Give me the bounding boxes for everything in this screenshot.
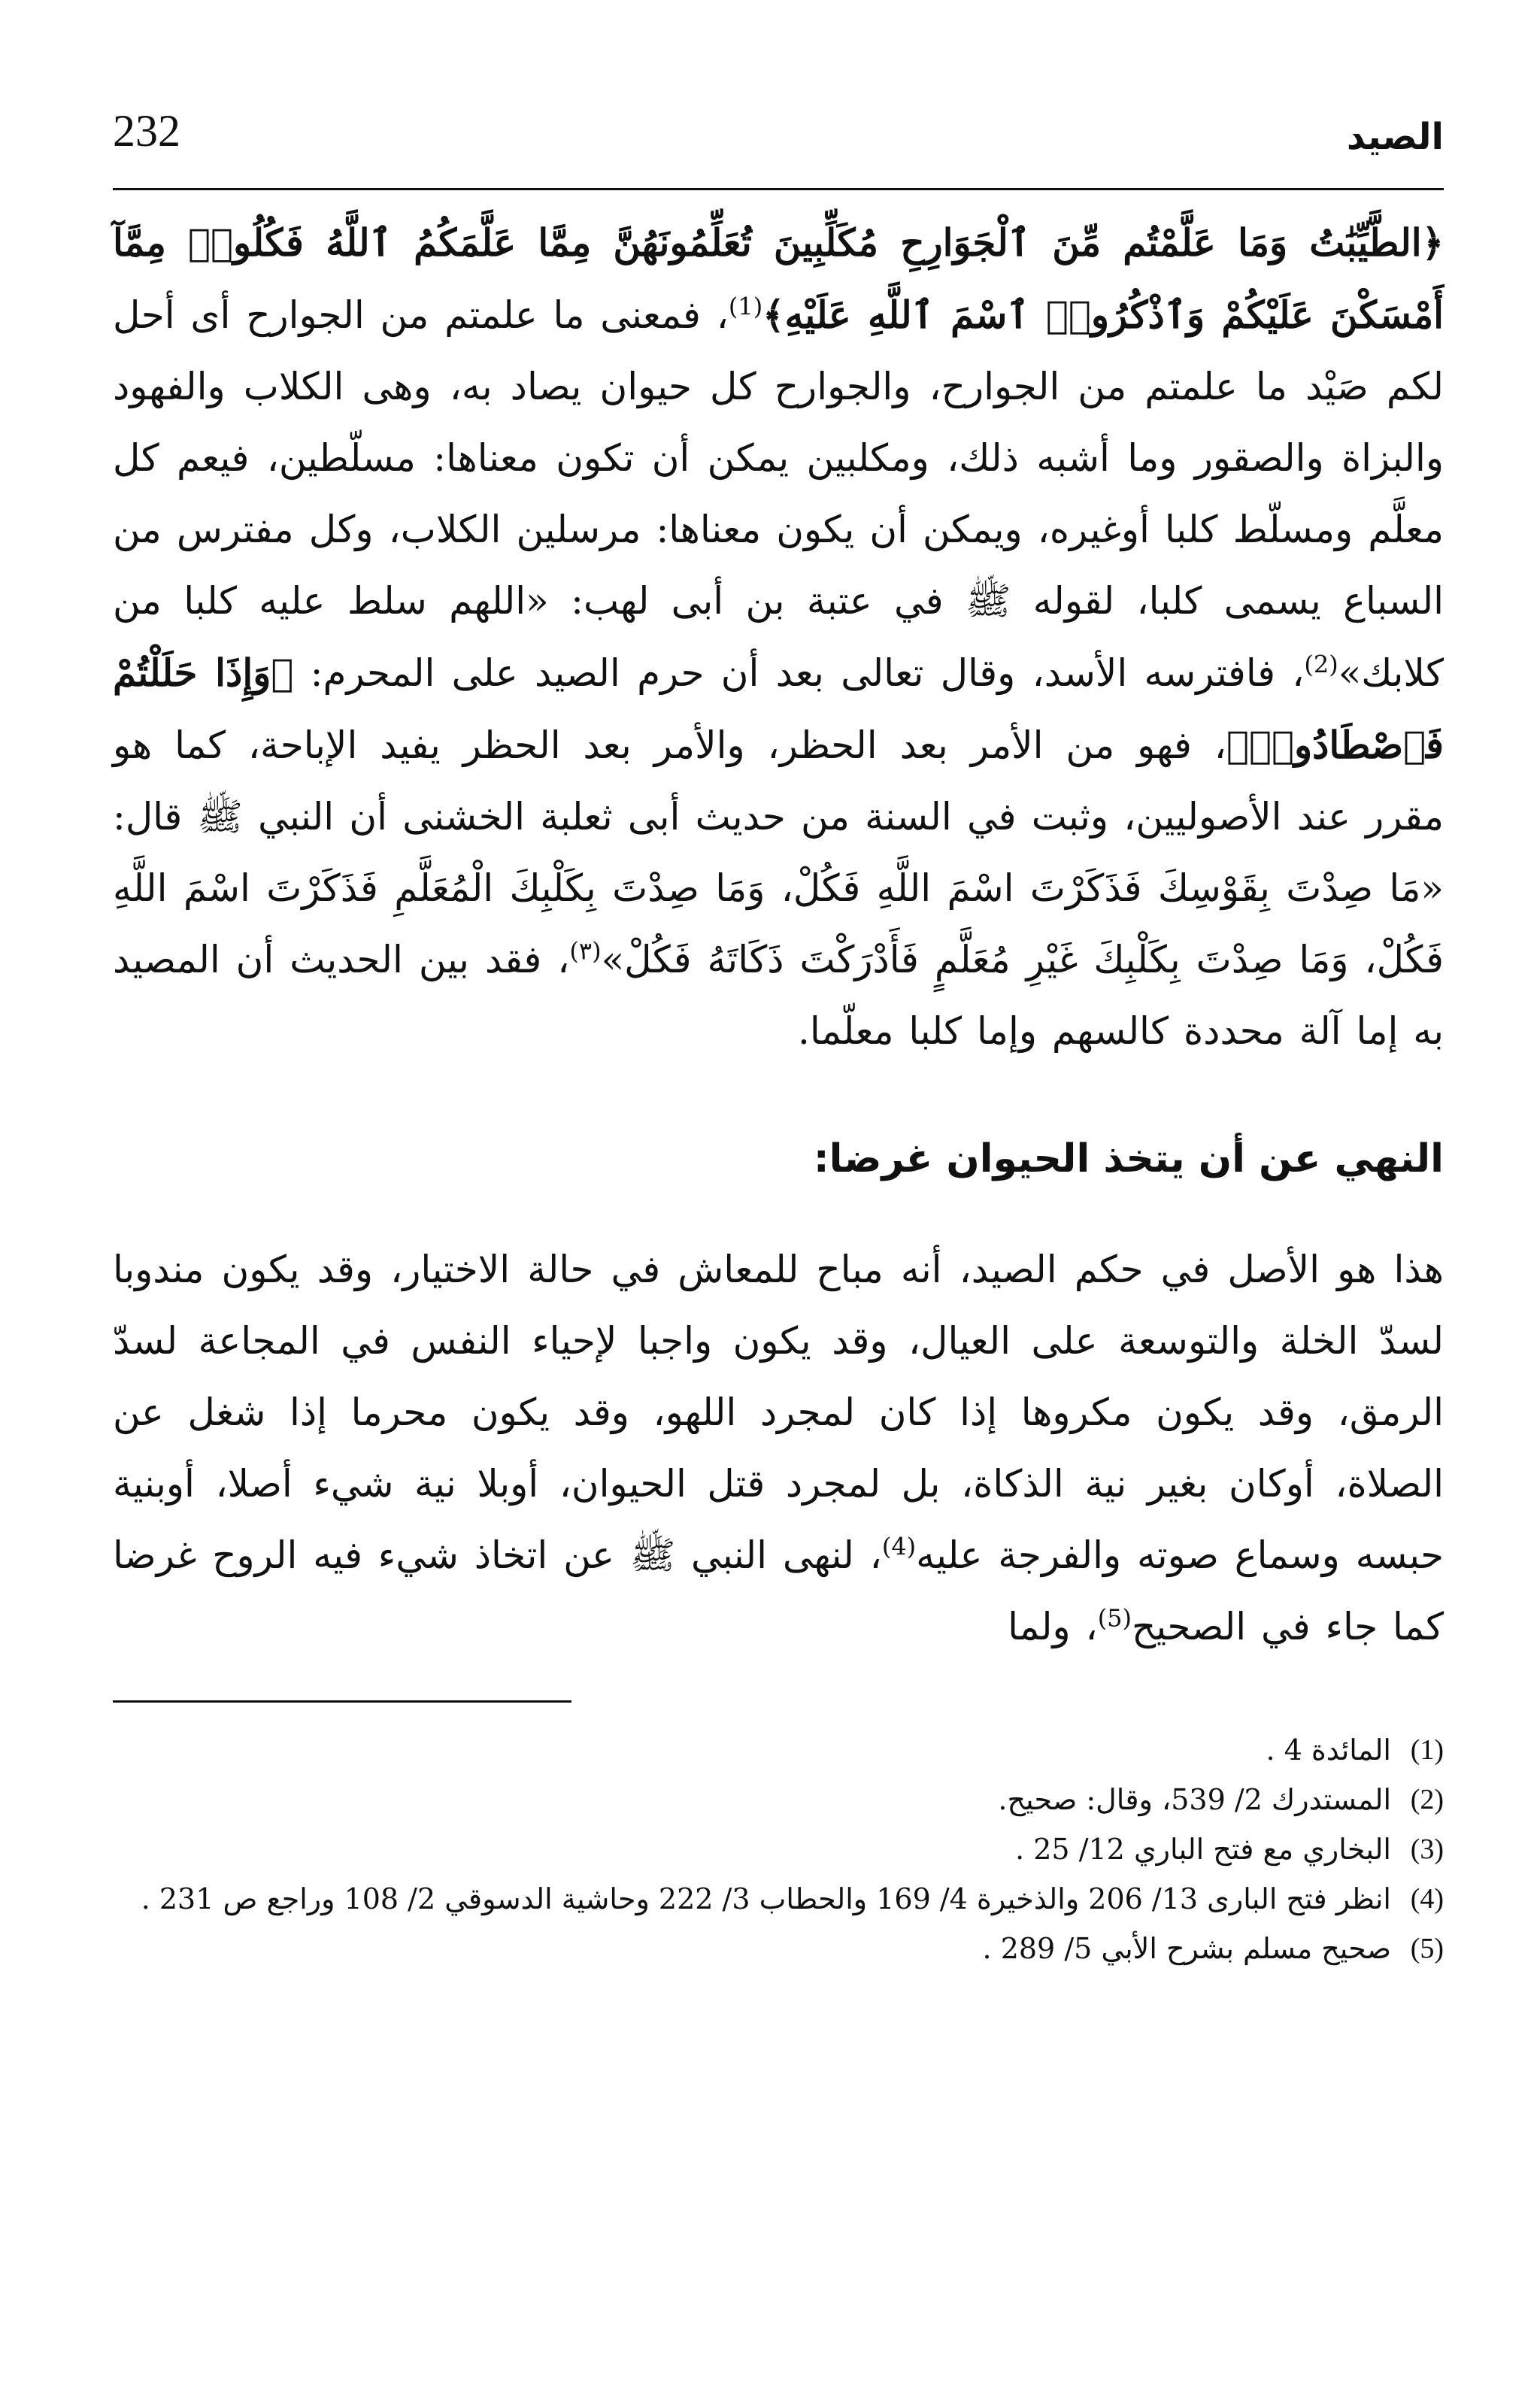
footnote-number: (2): [1410, 1784, 1444, 1815]
footnote-number: (1): [1410, 1734, 1444, 1766]
hadith-quote: «مَا صِدْتَ بِقَوْسِكَ فَذَكَرْتَ اسْمَ اللَّهِ فَكُلْ، وَمَا صِدْتَ بِكَلْبِكَ الْمُعَلَّمِ فَذَكَرْتَ اسْمَ اللَّهِ فَكُلْ، وَمَا صِدْتَ بِكَلْبِكَ غَيْرِ مُعَلَّمٍ فَأَدْرَكْتَ ذَكَاتَهُ فَكُلْ»: [113, 866, 1444, 981]
paragraph-text: ، فافترسه الأسد، وقال تعالى بعد أن حرم الصيد على المحرم:: [293, 651, 1305, 695]
footnote-text: البخاري مع فتح الباري 12/ 25 .: [1015, 1833, 1391, 1866]
footnote-ref-4[interactable]: (4): [881, 1532, 917, 1561]
footnote-ref-5[interactable]: (5): [1097, 1603, 1132, 1633]
footnote-number: (4): [1410, 1883, 1444, 1915]
paragraph-text: هذا هو الأصل في حكم الصيد، أنه مباح للمعاش في حالة الاختيار، وقد يكون مندوبا لسدّ الخلة والتوسعة على العيال، وقد يكون واجبا لإحياء النفس في المجاعة لسدّ الرمق، وقد يكون مكروها إذا كان لمجرد اللهو، وقد يكون محرما إذا شغل عن الصلاة، أوكان بغير نية الذكاة، بل لمجرد قتل الحيوان، أوبلا نية شيء أصلا، أوبنية حبسه وسماع صوته والفرجة عليه: [113, 1248, 1445, 1577]
footnote-item: [113, 1824, 1444, 1874]
page-number: 232: [113, 106, 180, 156]
footnote-item: [113, 1874, 1444, 1924]
page-header: [113, 98, 1444, 190]
section-heading: النهي عن أن يتخذ الحيوان غرضا:: [813, 1136, 1444, 1181]
paragraph-text: ، ولما: [1008, 1605, 1098, 1648]
footnote-text: صحيح مسلم بشرح الأبي 5/ 289 .: [982, 1932, 1391, 1965]
footnote-item: [113, 1924, 1444, 1973]
book-page: [113, 98, 1444, 1973]
footnote-number: (3): [1410, 1833, 1444, 1865]
quran-verse-hunting-permission: ﴿وَإِذَا حَلَلْتُمْ فَٱصْطَادُوا۟﴾: [113, 651, 1444, 767]
paragraph-text: ، لنهى النبي ﷺ عن اتخاذ شيء فيه الروح غرضا كما جاء في الصحيح: [113, 1533, 1444, 1648]
footnote-number: (5): [1410, 1933, 1444, 1964]
footnote-text: انظر فتح البارى 13/ 206 والذخيرة 4/ 169 والحطاب 3/ 222 وحاشية الدسوقي 2/ 108 وراجع ص 231 .: [141, 1882, 1391, 1915]
paragraph-target-prohibition: [113, 1234, 1444, 1663]
footnote-item: [113, 1775, 1444, 1824]
footnotes-list: [113, 1725, 1444, 1973]
footnote-text: المائدة 4 .: [1266, 1733, 1391, 1767]
footnote-item: [113, 1725, 1444, 1775]
footnote-divider: [113, 1700, 571, 1703]
paragraph-text: ، فمعنى ما علمتم من الجوارح أى أحل لكم صَيْد ما علمتم من الجوارح، والجوارح كل حيوان يصاد به، وهى الكلاب والفهود والبزاة والصقور وما أشبه ذلك، ومكلبين يمكن أن تكون معناها: مسلّطين، فيعم كل معلَّم ومسلّط كلبا أوغيره، ويمكن أن يكون معناها: مرسلين الكلاب، وكل مفترس من السباع يسمى كلبا، لقوله ﷺ في عتبة بن أبى لهب: «اللهم سلط عليه كلبا من كلابك»: [113, 293, 1445, 695]
quran-verse-maidah: ﴿الطَّيِّبَٰتُ وَمَا عَلَّمْتُم مِّنَ ٱلْجَوَارِحِ مُكَلِّبِينَ تُعَلِّمُونَهُنَّ مِمَّا عَلَّمَكُمُ ٱللَّهُ فَكُلُوا۟ مِمَّآ أَمْسَكْنَ عَلَيْكُمْ وَٱذْكُرُوا۟ ٱسْمَ ٱللَّهِ عَلَيْهِ﴾: [113, 220, 1444, 337]
paragraph-hunting-rules: [113, 207, 1444, 1067]
footnote-ref-1[interactable]: (1): [728, 292, 763, 321]
footnote-ref-2[interactable]: (2): [1304, 650, 1338, 679]
paragraph-text: ، فقد بين الحديث أن المصيد به إما آلة محددة كالسهم وإما كلبا معلّما.: [113, 938, 1444, 1053]
footnote-text: المستدرك 2/ 539، وقال: صحيح.: [998, 1783, 1391, 1816]
footnote-ref-3[interactable]: (٣): [569, 936, 602, 966]
page-title: الصيد: [1346, 116, 1444, 158]
paragraph-text: ، فهو من الأمر بعد الحظر، والأمر بعد الحظر يفيد الإباحة، كما هو مقرر عند الأصوليين، وثبت في السنة من حديث أبى ثعلبة الخشنى أن النبي ﷺ قال:: [113, 723, 1444, 839]
